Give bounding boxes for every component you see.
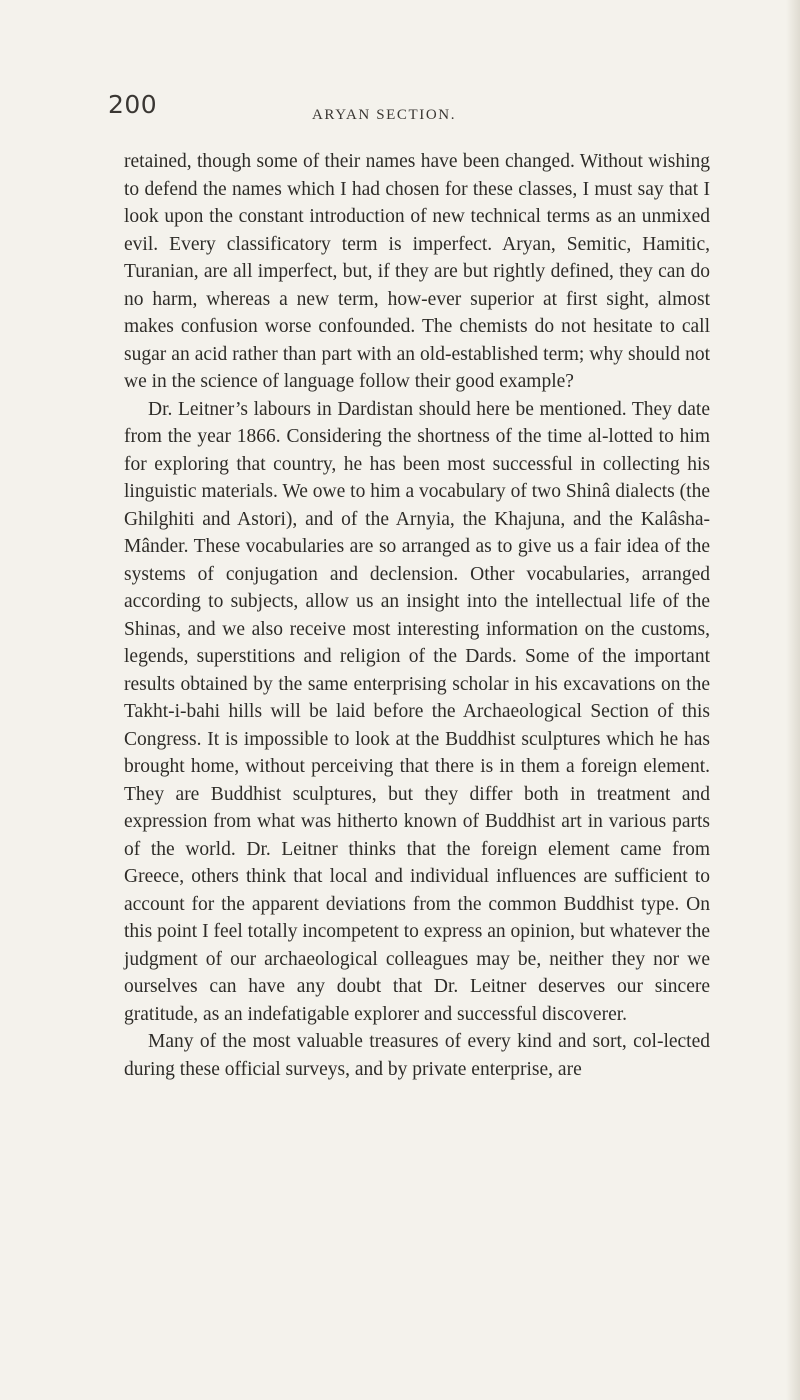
paragraph-leitner: Dr. Leitner’s labours in Dardistan should here be mentioned. They date from the year 1866. Considering the shortness of the time al-lotted to him for exploring that country, he has been most successful in collecting his linguistic materials. We owe to him a vocabulary of two Shinâ dialects (the Ghilghiti and Astori), and of the Arnyia, the Khajuna, and the Kalâsha-Mânder. These vocabularies are so arranged as to give us a fair idea of the systems of conjugation and declension. Other vocabularies, arranged according to subjects, allow us an insight into the intellectual life of the Shinas, and we also receive most interesting information on the customs, legends, superstitions and religion of the Dards. Some of the important results obtained by the same enterprising scholar in his excavations on the Takht-i-bahi hills will be laid before the Archaeological Section of this Congress. It is impossible to look at the Buddhist sculptures which he has brought home, without perceiving that there is in them a foreign element. They are Buddhist sculptures, but they differ both in treatment and expression from what was hitherto known of Buddhist art in various parts of the world. Dr. Leitner thinks that the foreign element came from Greece, others think that local and individual influences are sufficient to account for the apparent deviations from the common Buddhist type. On this point I feel totally incompetent to express an opinion, but whatever the judgment of our archaeological colleagues may be, neither they nor we ourselves can have any doubt that Dr. Leitner deserves our sincere gratitude, as an indefatigable explorer and successful discoverer. bbox=[124, 398, 710, 1025]
body-text bbox=[124, 148, 710, 1083]
running-head: ARYAN SECTION. bbox=[312, 107, 457, 123]
paragraph-continued: retained, though some of their names have been changed. Without wishing to defend the names which I had chosen for these classes, I must say that I look upon the constant introduction of new technical terms as an unmixed evil. Every classificatory term is imperfect. Aryan, Semitic, Hamitic, Turanian, are all imperfect, but, if they are but rightly defined, they can do no harm, whereas a new term, how-ever superior at first sight, almost makes confusion worse confounded. The chemists do not hesitate to call sugar an acid rather than part with an old-established term; why should not we in the science of language follow their good example? bbox=[124, 151, 710, 392]
paragraph-treasures: Many of the most valuable treasures of every kind and sort, col-lected during these official surveys, and by private enterprise, are bbox=[124, 1031, 710, 1080]
page-number: 200 bbox=[108, 90, 158, 119]
page-header bbox=[108, 90, 698, 130]
page-edge-shadow bbox=[786, 0, 800, 1400]
